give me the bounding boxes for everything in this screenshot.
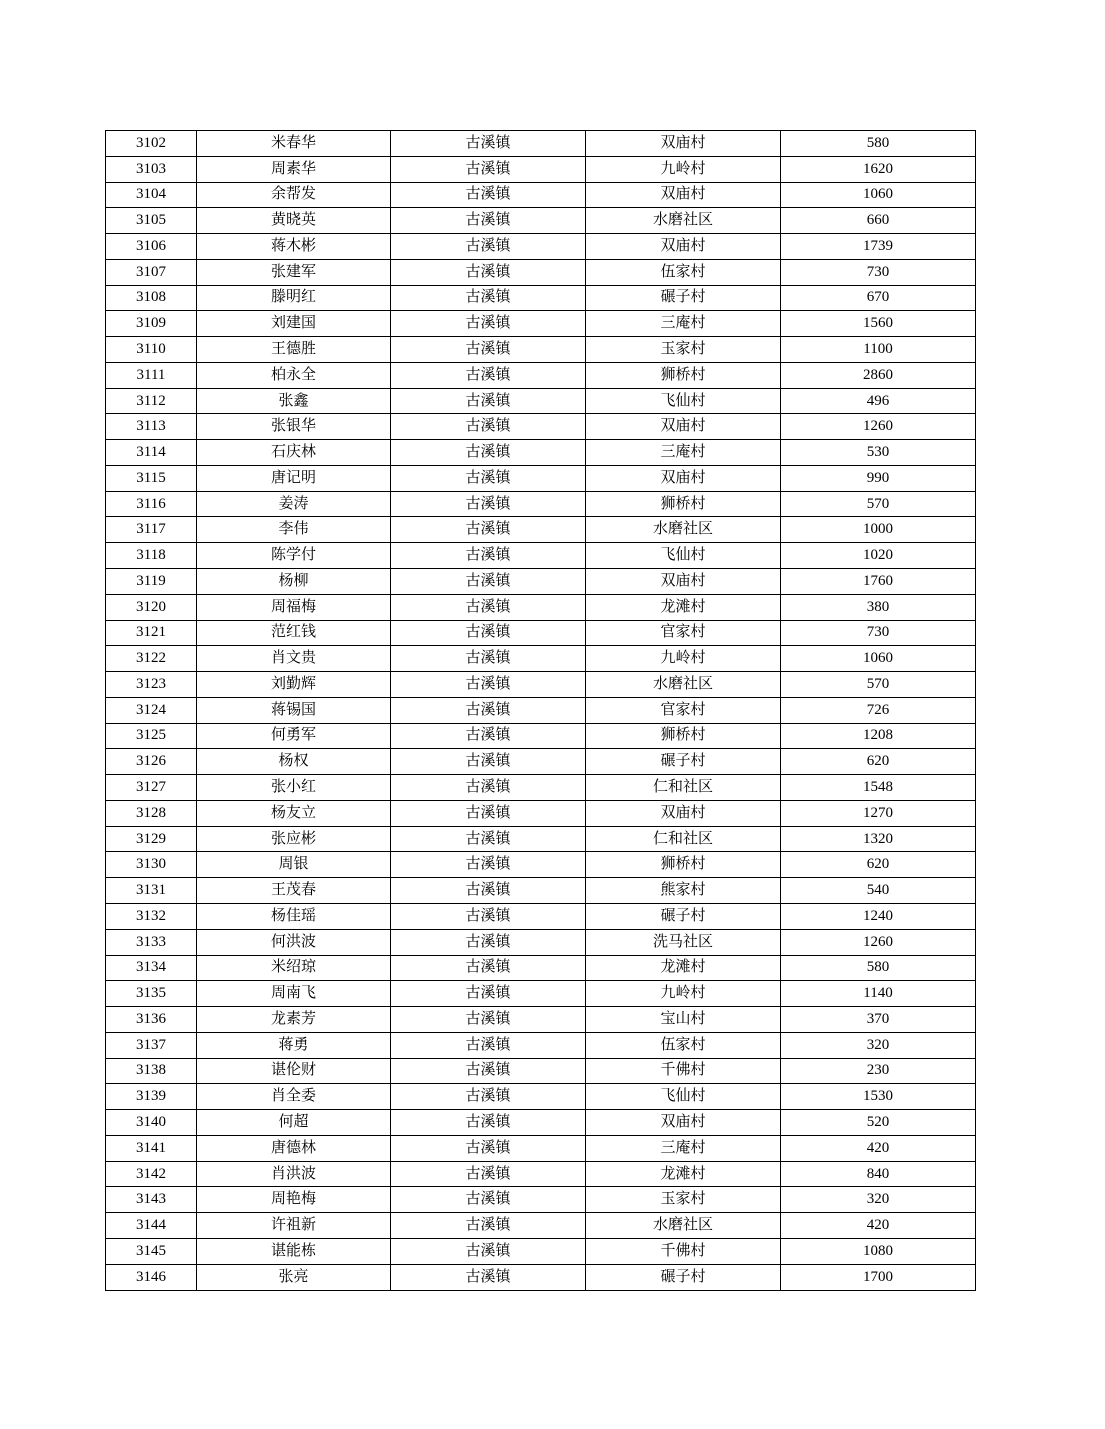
cell-town: 古溪镇 <box>391 929 586 955</box>
table-row <box>106 1187 976 1213</box>
table-row <box>106 491 976 517</box>
cell-name: 姜涛 <box>197 491 391 517</box>
cell-village: 熊家村 <box>586 878 781 904</box>
cell-amount: 840 <box>781 1161 976 1187</box>
cell-name: 杨佳瑶 <box>197 903 391 929</box>
cell-name: 石庆林 <box>197 440 391 466</box>
table-row <box>106 234 976 260</box>
cell-id: 3107 <box>106 259 197 285</box>
cell-name: 滕明红 <box>197 285 391 311</box>
cell-town: 古溪镇 <box>391 362 586 388</box>
cell-name: 王茂春 <box>197 878 391 904</box>
cell-id: 3123 <box>106 672 197 698</box>
cell-village: 狮桥村 <box>586 491 781 517</box>
cell-town: 古溪镇 <box>391 646 586 672</box>
table-row <box>106 337 976 363</box>
table-row <box>106 362 976 388</box>
cell-village: 狮桥村 <box>586 723 781 749</box>
cell-id: 3122 <box>106 646 197 672</box>
cell-id: 3109 <box>106 311 197 337</box>
cell-id: 3114 <box>106 440 197 466</box>
table-row <box>106 517 976 543</box>
cell-name: 张应彬 <box>197 826 391 852</box>
cell-town: 古溪镇 <box>391 1187 586 1213</box>
table-row <box>106 208 976 234</box>
cell-name: 何洪波 <box>197 929 391 955</box>
cell-town: 古溪镇 <box>391 311 586 337</box>
cell-amount: 1208 <box>781 723 976 749</box>
table-row <box>106 903 976 929</box>
cell-id: 3141 <box>106 1135 197 1161</box>
cell-town: 古溪镇 <box>391 955 586 981</box>
cell-name: 周艳梅 <box>197 1187 391 1213</box>
cell-village: 双庙村 <box>586 182 781 208</box>
table-row <box>106 259 976 285</box>
cell-amount: 1700 <box>781 1264 976 1290</box>
cell-name: 范红钱 <box>197 620 391 646</box>
table-row <box>106 878 976 904</box>
cell-village: 九岭村 <box>586 646 781 672</box>
cell-village: 双庙村 <box>586 800 781 826</box>
cell-id: 3103 <box>106 156 197 182</box>
cell-id: 3129 <box>106 826 197 852</box>
cell-town: 古溪镇 <box>391 1007 586 1033</box>
table-row <box>106 131 976 157</box>
cell-id: 3102 <box>106 131 197 157</box>
cell-amount: 620 <box>781 749 976 775</box>
cell-village: 千佛村 <box>586 1238 781 1264</box>
table-row <box>106 1032 976 1058</box>
cell-town: 古溪镇 <box>391 285 586 311</box>
cell-amount: 580 <box>781 955 976 981</box>
cell-village: 宝山村 <box>586 1007 781 1033</box>
cell-village: 飞仙村 <box>586 543 781 569</box>
cell-name: 刘勤辉 <box>197 672 391 698</box>
cell-town: 古溪镇 <box>391 234 586 260</box>
cell-id: 3105 <box>106 208 197 234</box>
cell-name: 肖洪波 <box>197 1161 391 1187</box>
cell-amount: 726 <box>781 697 976 723</box>
table-row <box>106 672 976 698</box>
cell-town: 古溪镇 <box>391 569 586 595</box>
table-row <box>106 569 976 595</box>
cell-town: 古溪镇 <box>391 491 586 517</box>
table-row <box>106 1264 976 1290</box>
cell-village: 伍家村 <box>586 259 781 285</box>
table-row <box>106 465 976 491</box>
cell-name: 蒋勇 <box>197 1032 391 1058</box>
cell-id: 3132 <box>106 903 197 929</box>
cell-name: 黄晓英 <box>197 208 391 234</box>
cell-village: 双庙村 <box>586 131 781 157</box>
cell-town: 古溪镇 <box>391 465 586 491</box>
table-row <box>106 1007 976 1033</box>
cell-id: 3136 <box>106 1007 197 1033</box>
table-row <box>106 1213 976 1239</box>
cell-amount: 570 <box>781 672 976 698</box>
cell-amount: 1620 <box>781 156 976 182</box>
cell-id: 3118 <box>106 543 197 569</box>
cell-id: 3117 <box>106 517 197 543</box>
roster-table <box>105 130 976 1291</box>
cell-village: 双庙村 <box>586 1110 781 1136</box>
cell-name: 杨柳 <box>197 569 391 595</box>
cell-village: 双庙村 <box>586 234 781 260</box>
cell-amount: 320 <box>781 1187 976 1213</box>
cell-amount: 1260 <box>781 929 976 955</box>
cell-village: 水磨社区 <box>586 672 781 698</box>
cell-town: 古溪镇 <box>391 156 586 182</box>
cell-id: 3119 <box>106 569 197 595</box>
cell-town: 古溪镇 <box>391 1213 586 1239</box>
table-row <box>106 1058 976 1084</box>
cell-village: 九岭村 <box>586 981 781 1007</box>
cell-amount: 1140 <box>781 981 976 1007</box>
table-row <box>106 594 976 620</box>
table-row <box>106 775 976 801</box>
cell-id: 3145 <box>106 1238 197 1264</box>
cell-town: 古溪镇 <box>391 1032 586 1058</box>
cell-town: 古溪镇 <box>391 594 586 620</box>
cell-id: 3124 <box>106 697 197 723</box>
cell-village: 龙滩村 <box>586 955 781 981</box>
cell-village: 飞仙村 <box>586 1084 781 1110</box>
cell-name: 周南飞 <box>197 981 391 1007</box>
cell-amount: 1080 <box>781 1238 976 1264</box>
cell-amount: 1240 <box>781 903 976 929</box>
cell-amount: 230 <box>781 1058 976 1084</box>
cell-name: 张亮 <box>197 1264 391 1290</box>
table-row <box>106 955 976 981</box>
cell-name: 余帮发 <box>197 182 391 208</box>
cell-town: 古溪镇 <box>391 1264 586 1290</box>
cell-amount: 990 <box>781 465 976 491</box>
cell-id: 3131 <box>106 878 197 904</box>
cell-amount: 730 <box>781 259 976 285</box>
cell-amount: 320 <box>781 1032 976 1058</box>
cell-village: 飞仙村 <box>586 388 781 414</box>
cell-name: 张建军 <box>197 259 391 285</box>
cell-village: 仁和社区 <box>586 775 781 801</box>
cell-id: 3106 <box>106 234 197 260</box>
table-row <box>106 749 976 775</box>
cell-amount: 670 <box>781 285 976 311</box>
cell-village: 官家村 <box>586 620 781 646</box>
cell-amount: 660 <box>781 208 976 234</box>
cell-town: 古溪镇 <box>391 1135 586 1161</box>
cell-village: 双庙村 <box>586 414 781 440</box>
cell-town: 古溪镇 <box>391 517 586 543</box>
cell-amount: 1530 <box>781 1084 976 1110</box>
cell-amount: 420 <box>781 1135 976 1161</box>
cell-village: 碾子村 <box>586 285 781 311</box>
cell-name: 陈学付 <box>197 543 391 569</box>
cell-amount: 1100 <box>781 337 976 363</box>
cell-name: 米绍琼 <box>197 955 391 981</box>
cell-amount: 1020 <box>781 543 976 569</box>
table-row <box>106 1161 976 1187</box>
cell-name: 蒋木彬 <box>197 234 391 260</box>
cell-amount: 1060 <box>781 646 976 672</box>
cell-village: 仁和社区 <box>586 826 781 852</box>
cell-town: 古溪镇 <box>391 672 586 698</box>
cell-id: 3146 <box>106 1264 197 1290</box>
cell-village: 九岭村 <box>586 156 781 182</box>
cell-id: 3111 <box>106 362 197 388</box>
cell-amount: 1320 <box>781 826 976 852</box>
table-row <box>106 1135 976 1161</box>
cell-town: 古溪镇 <box>391 259 586 285</box>
cell-amount: 420 <box>781 1213 976 1239</box>
cell-id: 3127 <box>106 775 197 801</box>
cell-amount: 380 <box>781 594 976 620</box>
cell-name: 米春华 <box>197 131 391 157</box>
cell-name: 唐德林 <box>197 1135 391 1161</box>
cell-village: 狮桥村 <box>586 852 781 878</box>
cell-town: 古溪镇 <box>391 775 586 801</box>
cell-id: 3140 <box>106 1110 197 1136</box>
cell-id: 3135 <box>106 981 197 1007</box>
cell-id: 3115 <box>106 465 197 491</box>
cell-town: 古溪镇 <box>391 697 586 723</box>
cell-id: 3116 <box>106 491 197 517</box>
cell-name: 何勇军 <box>197 723 391 749</box>
cell-town: 古溪镇 <box>391 388 586 414</box>
cell-village: 玉家村 <box>586 337 781 363</box>
cell-id: 3128 <box>106 800 197 826</box>
table-row <box>106 800 976 826</box>
cell-town: 古溪镇 <box>391 723 586 749</box>
cell-id: 3144 <box>106 1213 197 1239</box>
cell-amount: 1260 <box>781 414 976 440</box>
cell-id: 3113 <box>106 414 197 440</box>
table-row <box>106 311 976 337</box>
table-row <box>106 646 976 672</box>
cell-village: 三庵村 <box>586 440 781 466</box>
cell-id: 3110 <box>106 337 197 363</box>
cell-id: 3112 <box>106 388 197 414</box>
cell-name: 张鑫 <box>197 388 391 414</box>
cell-village: 双庙村 <box>586 465 781 491</box>
cell-amount: 620 <box>781 852 976 878</box>
cell-town: 古溪镇 <box>391 852 586 878</box>
cell-village: 水磨社区 <box>586 208 781 234</box>
cell-name: 谌伦财 <box>197 1058 391 1084</box>
cell-id: 3133 <box>106 929 197 955</box>
table-row <box>106 1084 976 1110</box>
table-row <box>106 723 976 749</box>
cell-town: 古溪镇 <box>391 208 586 234</box>
cell-village: 洗马社区 <box>586 929 781 955</box>
cell-name: 张小红 <box>197 775 391 801</box>
cell-town: 古溪镇 <box>391 620 586 646</box>
cell-name: 龙素芳 <box>197 1007 391 1033</box>
table-row <box>106 156 976 182</box>
cell-town: 古溪镇 <box>391 414 586 440</box>
cell-village: 水磨社区 <box>586 517 781 543</box>
cell-name: 周素华 <box>197 156 391 182</box>
cell-village: 龙滩村 <box>586 1161 781 1187</box>
cell-id: 3139 <box>106 1084 197 1110</box>
cell-amount: 530 <box>781 440 976 466</box>
cell-town: 古溪镇 <box>391 800 586 826</box>
cell-name: 谌能栋 <box>197 1238 391 1264</box>
cell-amount: 1739 <box>781 234 976 260</box>
cell-name: 周福梅 <box>197 594 391 620</box>
cell-amount: 1000 <box>781 517 976 543</box>
table-row <box>106 981 976 1007</box>
cell-name: 柏永全 <box>197 362 391 388</box>
table-row <box>106 620 976 646</box>
cell-town: 古溪镇 <box>391 749 586 775</box>
cell-village: 千佛村 <box>586 1058 781 1084</box>
cell-id: 3142 <box>106 1161 197 1187</box>
cell-town: 古溪镇 <box>391 1161 586 1187</box>
cell-name: 唐记明 <box>197 465 391 491</box>
cell-village: 碾子村 <box>586 749 781 775</box>
table-row <box>106 414 976 440</box>
table-body <box>106 131 976 1291</box>
table-row <box>106 826 976 852</box>
cell-town: 古溪镇 <box>391 131 586 157</box>
cell-town: 古溪镇 <box>391 543 586 569</box>
cell-town: 古溪镇 <box>391 903 586 929</box>
cell-village: 三庵村 <box>586 311 781 337</box>
cell-id: 3104 <box>106 182 197 208</box>
table-row <box>106 929 976 955</box>
table-row <box>106 182 976 208</box>
cell-name: 肖文贵 <box>197 646 391 672</box>
cell-amount: 1760 <box>781 569 976 595</box>
cell-town: 古溪镇 <box>391 1058 586 1084</box>
cell-village: 官家村 <box>586 697 781 723</box>
cell-amount: 540 <box>781 878 976 904</box>
table-row <box>106 285 976 311</box>
cell-amount: 1060 <box>781 182 976 208</box>
cell-name: 蒋锡国 <box>197 697 391 723</box>
cell-name: 杨权 <box>197 749 391 775</box>
cell-village: 伍家村 <box>586 1032 781 1058</box>
cell-amount: 580 <box>781 131 976 157</box>
cell-name: 周银 <box>197 852 391 878</box>
cell-id: 3125 <box>106 723 197 749</box>
cell-id: 3138 <box>106 1058 197 1084</box>
cell-name: 杨友立 <box>197 800 391 826</box>
cell-amount: 1560 <box>781 311 976 337</box>
cell-village: 碾子村 <box>586 1264 781 1290</box>
cell-town: 古溪镇 <box>391 981 586 1007</box>
cell-village: 三庵村 <box>586 1135 781 1161</box>
cell-amount: 2860 <box>781 362 976 388</box>
cell-amount: 1548 <box>781 775 976 801</box>
cell-village: 龙滩村 <box>586 594 781 620</box>
cell-name: 王德胜 <box>197 337 391 363</box>
cell-amount: 496 <box>781 388 976 414</box>
cell-name: 何超 <box>197 1110 391 1136</box>
cell-id: 3134 <box>106 955 197 981</box>
cell-id: 3130 <box>106 852 197 878</box>
cell-amount: 520 <box>781 1110 976 1136</box>
cell-amount: 730 <box>781 620 976 646</box>
cell-name: 张银华 <box>197 414 391 440</box>
cell-town: 古溪镇 <box>391 1110 586 1136</box>
cell-id: 3120 <box>106 594 197 620</box>
table-row <box>106 543 976 569</box>
cell-town: 古溪镇 <box>391 878 586 904</box>
cell-town: 古溪镇 <box>391 1084 586 1110</box>
cell-id: 3126 <box>106 749 197 775</box>
cell-town: 古溪镇 <box>391 1238 586 1264</box>
cell-id: 3108 <box>106 285 197 311</box>
table-row <box>106 697 976 723</box>
table-row <box>106 1238 976 1264</box>
table-row <box>106 388 976 414</box>
cell-id: 3121 <box>106 620 197 646</box>
cell-village: 双庙村 <box>586 569 781 595</box>
cell-town: 古溪镇 <box>391 826 586 852</box>
cell-town: 古溪镇 <box>391 440 586 466</box>
cell-amount: 370 <box>781 1007 976 1033</box>
cell-village: 狮桥村 <box>586 362 781 388</box>
table-row <box>106 440 976 466</box>
cell-name: 肖全委 <box>197 1084 391 1110</box>
cell-town: 古溪镇 <box>391 182 586 208</box>
cell-name: 许祖新 <box>197 1213 391 1239</box>
cell-amount: 1270 <box>781 800 976 826</box>
cell-name: 李伟 <box>197 517 391 543</box>
cell-id: 3137 <box>106 1032 197 1058</box>
cell-village: 碾子村 <box>586 903 781 929</box>
cell-village: 玉家村 <box>586 1187 781 1213</box>
table-row <box>106 1110 976 1136</box>
cell-id: 3143 <box>106 1187 197 1213</box>
table-row <box>106 852 976 878</box>
cell-name: 刘建国 <box>197 311 391 337</box>
cell-town: 古溪镇 <box>391 337 586 363</box>
cell-village: 水磨社区 <box>586 1213 781 1239</box>
cell-amount: 570 <box>781 491 976 517</box>
